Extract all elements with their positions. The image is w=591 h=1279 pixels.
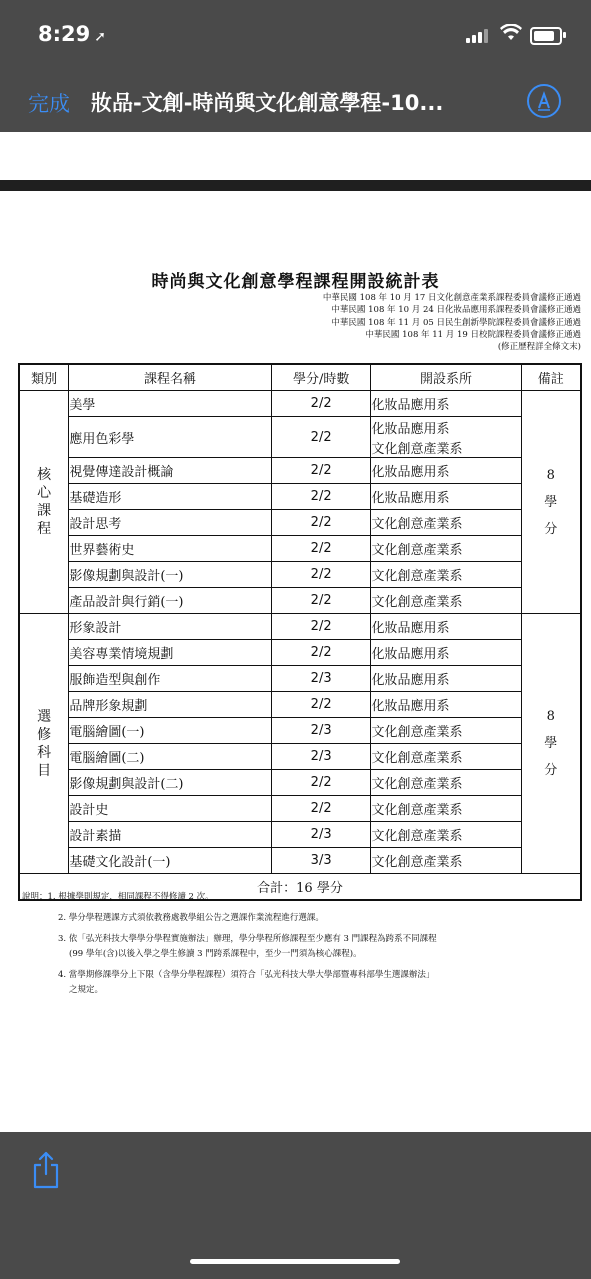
note-item: 3. 依「弘光科技大學學分學程實施辦法」辦理，學分學程所修課程至少應有 3 門課程為跨系不同課程 (58, 934, 437, 944)
table-row (19, 588, 581, 614)
share-icon[interactable] (32, 1150, 60, 1190)
course-name: 美容專業情境規劃 (69, 640, 271, 666)
course-dept: 化妝品應用系 (371, 666, 521, 692)
course-name: 服飾造型與創作 (69, 666, 271, 692)
note-item: 2. 學分學程選課方式須依教務處教學組公告之選課作業流程進行選課。 (58, 913, 324, 923)
course-name: 影像規劃與設計(一) (69, 562, 271, 588)
course-credits: 2/3 (271, 666, 371, 692)
course-name: 電腦繪圖(二) (69, 744, 271, 770)
course-credits: 2/2 (271, 588, 371, 614)
header-note: 備註 (521, 364, 581, 391)
course-name: 設計思考 (69, 510, 271, 536)
total-credits: 合計：16 學分 (19, 874, 581, 901)
doc-title: 時尚與文化創意學程課程開設統計表 (151, 272, 440, 292)
course-name: 應用色彩學 (69, 417, 271, 458)
course-credits: 2/2 (271, 692, 371, 718)
course-credits: 2/3 (271, 744, 371, 770)
approval-line: 中華民國 108 年 11 月 05 日民生創新學院課程委員會議修正通過 (331, 317, 581, 328)
course-dept: 化妝品應用系 (371, 458, 521, 484)
course-dept: 文化創意產業系 (371, 588, 521, 614)
course-dept: 文化創意產業系 (371, 510, 521, 536)
course-credits: 2/2 (271, 562, 371, 588)
course-name: 產品設計與行銷(一) (69, 588, 271, 614)
course-dept: 化妝品應用系 (371, 391, 521, 417)
course-name: 品牌形象規劃 (69, 692, 271, 718)
notes-prefix: 說明： (22, 892, 48, 902)
course-name: 設計素描 (69, 822, 271, 848)
approval-line: 中華民國 108 年 10 月 24 日化妝品應用系課程委員會議修正通過 (331, 305, 581, 316)
battery-tip (563, 32, 566, 38)
course-name: 影像規劃與設計(二) (69, 770, 271, 796)
table-row (19, 796, 581, 822)
table-row (19, 484, 581, 510)
header-course: 課程名稱 (69, 364, 271, 391)
core-note: 8 學 分 (521, 391, 581, 614)
course-credits: 2/2 (271, 510, 371, 536)
elective-note: 8 學 分 (521, 614, 581, 874)
course-credits: 2/3 (271, 822, 371, 848)
course-credits: 2/3 (271, 718, 371, 744)
course-dept: 文化創意產業系 (371, 822, 521, 848)
table-row (19, 640, 581, 666)
note-item: 4. 當學期修課學分上下限（含學分學程課程）須符合「弘光科技大學大學部暨專科部學生選課辦法」 (58, 970, 435, 980)
home-indicator (190, 1259, 400, 1264)
course-credits: 2/2 (271, 391, 371, 417)
done-button[interactable]: 完成 (28, 92, 70, 116)
approval-notes (323, 292, 581, 353)
cellular-signal-icon (466, 27, 492, 43)
course-name: 電腦繪圖(一) (69, 718, 271, 744)
course-credits: 2/2 (271, 417, 371, 458)
wifi-icon (500, 24, 522, 47)
header-dept: 開設系所 (371, 364, 521, 391)
document-title: 妝品-文創-時尚與文化創意學程-10... (91, 91, 444, 115)
course-dept: 化妝品應用系 (371, 614, 521, 640)
course-credits: 2/2 (271, 536, 371, 562)
table-row (19, 692, 581, 718)
table-row (19, 536, 581, 562)
table-row (19, 666, 581, 692)
course-dept: 文化創意產業系 (371, 536, 521, 562)
status-bar (0, 0, 591, 64)
note-item-cont: (99 學年(含)以後入學之學生修讀 3 門跨系課程中，至少一門須為核心課程)。 (69, 949, 362, 959)
course-dept: 文化創意產業系 (371, 718, 521, 744)
table-row (19, 458, 581, 484)
course-dept-second: 文化創意產業系 (371, 437, 521, 458)
course-credits: 2/2 (271, 484, 371, 510)
course-name: 基礎造形 (69, 484, 271, 510)
bottom-toolbar (0, 1132, 591, 1279)
approval-line: 中華民國 108 年 11 月 19 日校院課程委員會議修正通過 (365, 329, 581, 340)
revision-note: (修正歷程詳全條文末) (497, 342, 581, 353)
header-credits: 學分/時數 (271, 364, 371, 391)
markup-pen-icon[interactable] (527, 84, 561, 118)
course-name: 世界藝術史 (69, 536, 271, 562)
note-item: 1. 根據學則規定，相同課程不得修讀 2 次。 (47, 892, 214, 902)
course-dept: 文化創意產業系 (371, 848, 521, 874)
course-credits: 2/2 (271, 458, 371, 484)
approval-line: 中華民國 108 年 10 月 17 日文化創意產業系課程委員會議修正通過 (322, 293, 581, 303)
course-name: 視覺傳達設計概論 (69, 458, 271, 484)
course-dept: 化妝品應用系 (371, 640, 521, 666)
course-table (18, 363, 582, 901)
course-dept: 化妝品應用系 (371, 417, 521, 438)
table-row (19, 744, 581, 770)
table-row (19, 391, 581, 417)
table-row (19, 614, 581, 640)
course-name: 設計史 (69, 796, 271, 822)
course-dept: 文化創意產業系 (371, 796, 521, 822)
table-row (19, 562, 581, 588)
document-page (0, 191, 591, 1132)
table-row (19, 822, 581, 848)
course-credits: 2/2 (271, 770, 371, 796)
course-dept: 化妝品應用系 (371, 484, 521, 510)
course-name: 形象設計 (69, 614, 271, 640)
course-credits: 3/3 (271, 848, 371, 874)
table-row (19, 718, 581, 744)
course-credits: 2/2 (271, 796, 371, 822)
course-credits: 2/2 (271, 640, 371, 666)
location-arrow-icon: ➚ (94, 29, 106, 45)
table-row (19, 848, 581, 874)
table-row (19, 417, 581, 438)
course-credits: 2/2 (271, 614, 371, 640)
category-elective: 選 修 科 目 (19, 614, 69, 874)
battery-icon (530, 27, 562, 45)
course-dept: 文化創意產業系 (371, 562, 521, 588)
status-time: 8:29 ➚ (38, 22, 106, 46)
table-row (19, 510, 581, 536)
course-name: 美學 (69, 391, 271, 417)
table-row (19, 770, 581, 796)
header-category: 類別 (19, 364, 69, 391)
notes-section (22, 891, 582, 1005)
course-name: 基礎文化設計(一) (69, 848, 271, 874)
course-dept: 文化創意產業系 (371, 770, 521, 796)
category-core: 核 心 課 程 (19, 391, 69, 614)
course-dept: 化妝品應用系 (371, 692, 521, 718)
page-separator (0, 180, 591, 191)
note-item-cont: 之規定。 (69, 985, 104, 995)
course-dept: 文化創意產業系 (371, 744, 521, 770)
